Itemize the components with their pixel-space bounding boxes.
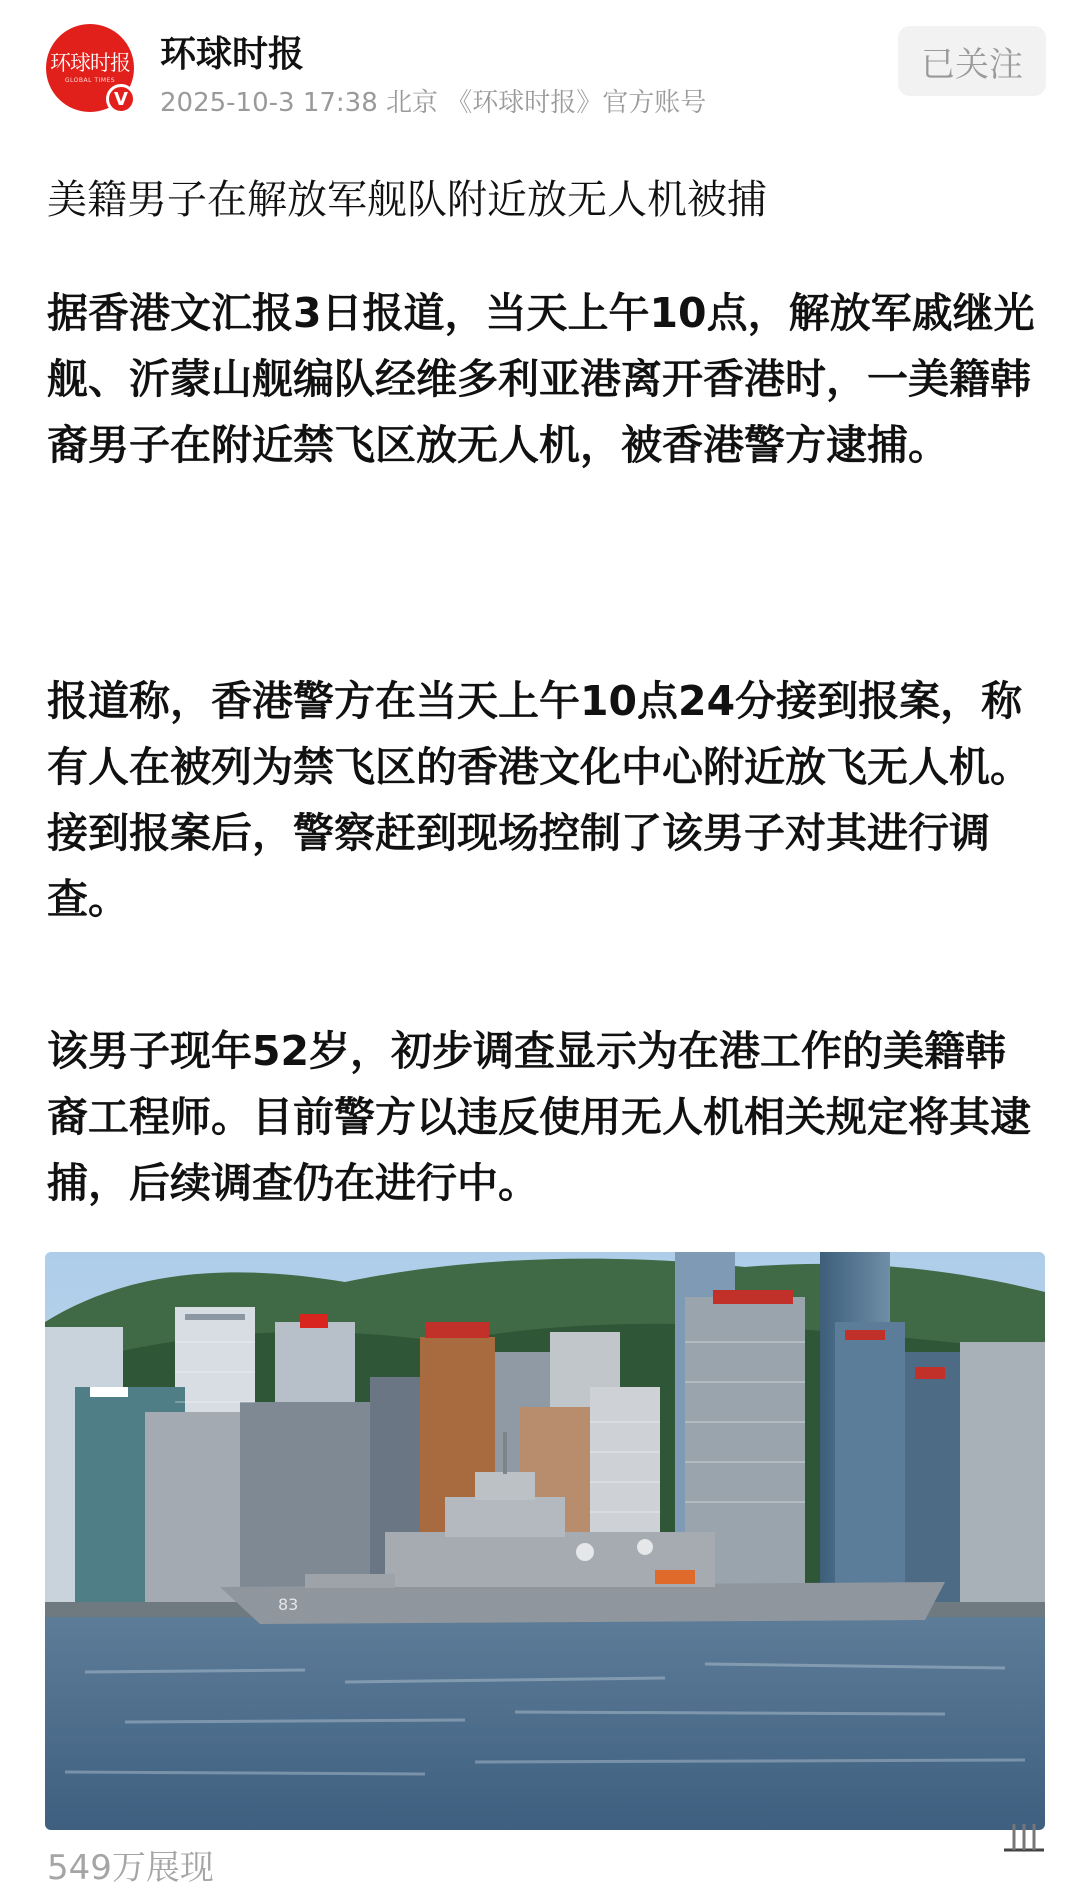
article-paragraph: 报道称，香港警方在当天上午10点24分接到报案，称有人在被列为禁飞区的香港文化中心附近放飞无人机。接到报案后，警察赶到现场控制了该男子对其进行调查。 <box>47 677 1031 923</box>
avatar-logo-text: 环球时报 <box>50 50 130 75</box>
article-photo[interactable] <box>45 1252 1045 1830</box>
post-header <box>0 0 1088 140</box>
follow-button[interactable]: 已关注 <box>898 26 1046 96</box>
post-meta: 2025-10-3 17:38 北京 《环球时报》官方账号 <box>160 88 707 118</box>
article-paragraph: 据香港文汇报3日报道，当天上午10点，解放军戚继光舰、沂蒙山舰编队经维多利亚港离开香港时，一美籍韩裔男子在附近禁飞区放无人机，被香港警方逮捕。 <box>47 289 1035 469</box>
view-count: 549万展现 <box>47 1848 214 1888</box>
more-lines-icon[interactable] <box>1000 1820 1048 1858</box>
account-name[interactable]: 环球时报 <box>160 34 305 75</box>
harbor-photo-image <box>45 1252 1045 1830</box>
ship-number: 83 <box>278 1595 299 1614</box>
avatar-logo-subtext: GLOBAL TIMES <box>64 76 116 84</box>
article-body <box>47 170 1047 1207</box>
verified-badge-icon: V <box>106 84 136 114</box>
article-paragraph: 该男子现年52岁，初步调查显示为在港工作的美籍韩裔工程师。目前警方以违反使用无人机相关规定将其逮捕，后续调查仍在进行中。 <box>47 1027 1031 1207</box>
article-title: 美籍男子在解放军舰队附近放无人机被捕 <box>47 177 767 223</box>
